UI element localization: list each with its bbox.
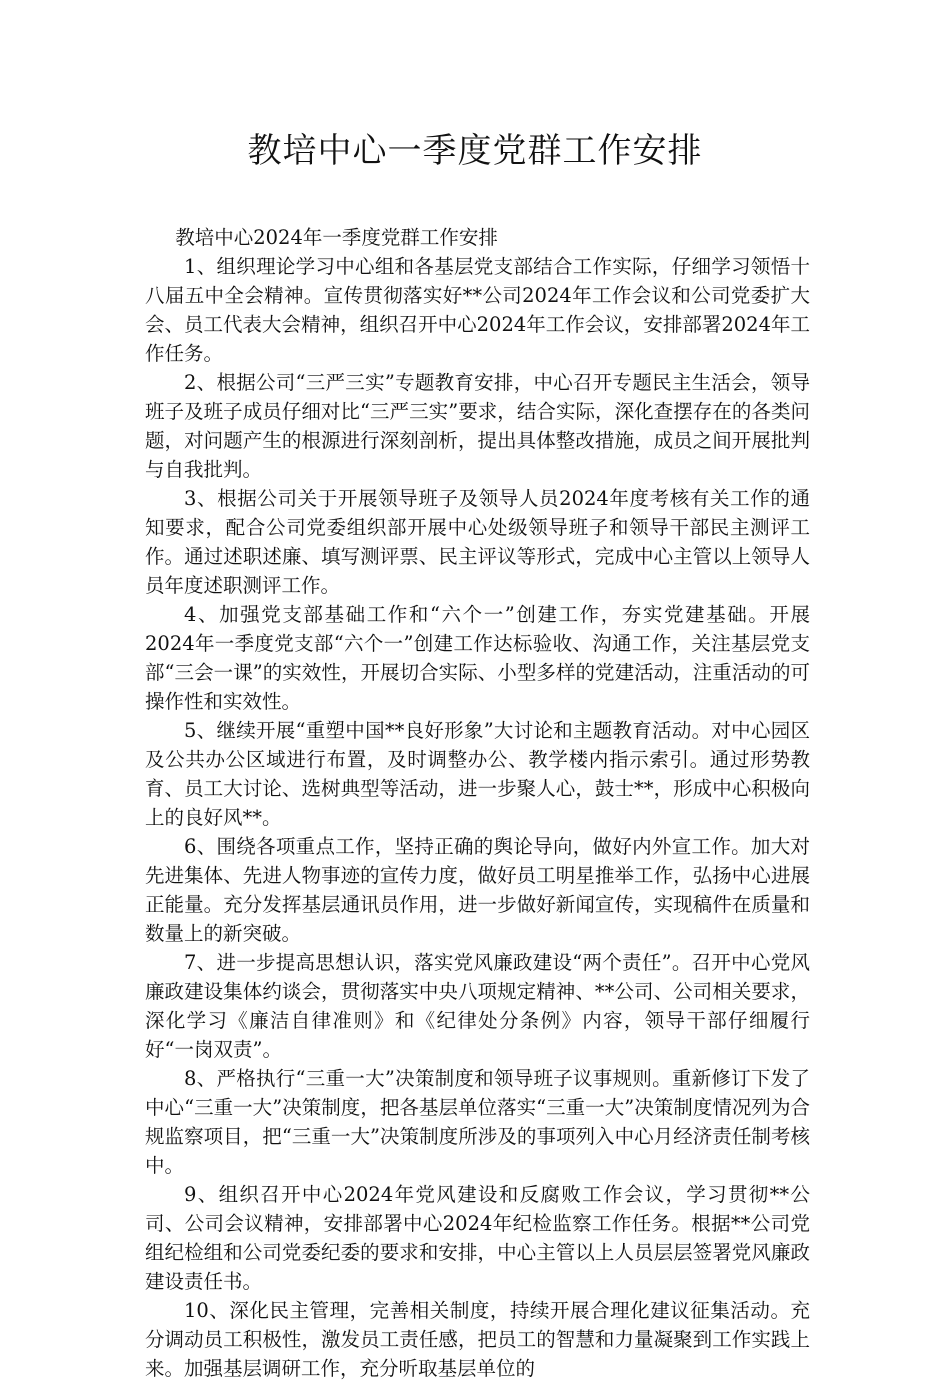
paragraph-9: 9、组织召开中心2024年党风建设和反腐败工作会议，学习贯彻**公司、公司会议精神，安排部署中心2024年纪检监察工作任务。根据**公司党组纪检组和公司党委纪委的要求和安排，中心主管以上人员层层签署党风廉政建设责任书。 xyxy=(145,1183,810,1293)
paragraph-8: 8、严格执行“三重一大”决策制度和领导班子议事规则。重新修订下发了中心“三重一大”决策制度，把各基层单位落实“三重一大”决策制度情况列为合规监察项目，把“三重一大”决策制度所涉及的事项列入中心月经济责任制考核中。 xyxy=(145,1067,810,1177)
page-title: 教培中心一季度党群工作安排 xyxy=(247,131,703,171)
paragraph-7: 7、进一步提高思想认识，落实党风廉政建设“两个责任”。召开中心党风廉政建设集体约谈会，贯彻落实中央八项规定精神、**公司、公司相关要求，深化学习《廉洁自律准则》和《纪律处分条例》内容，领导干部仔细履行好“一岗双责”。 xyxy=(145,951,810,1061)
document-subtitle: 教培中心2024年一季度党群工作安排 xyxy=(175,226,498,249)
paragraph-1: 1、组织理论学习中心组和各基层党支部结合工作实际，仔细学习领悟十八届五中全会精神。宣传贯彻落实好**公司2024年工作会议和公司党委扩大会、员工代表大会精神，组织召开中心2024年工作会议，安排部署2024年工作任务。 xyxy=(145,255,810,365)
paragraph-4: 4、加强党支部基础工作和“六个一”创建工作，夯实党建基础。开展2024年一季度党支部“六个一”创建工作达标验收、沟通工作，关注基层党支部“三会一课”的实效性，开展切合实际、小型多样的党建活动，注重活动的可操作性和实效性。 xyxy=(145,603,810,713)
paragraph-6: 6、围绕各项重点工作，坚持正确的舆论导向，做好内外宣工作。加大对先进集体、先进人物事迹的宣传力度，做好员工明星推举工作，弘扬中心进展正能量。充分发挥基层通讯员作用，进一步做好新闻宣传，实现稿件在质量和数量上的新突破。 xyxy=(145,835,810,945)
paragraph-2: 2、根据公司“三严三实”专题教育安排，中心召开专题民主生活会，领导班子及班子成员仔细对比“三严三实”要求，结合实际，深化查摆存在的各类问题，对问题产生的根源进行深刻剖析，提出具体整改措施，成员之间开展批判与自我批判。 xyxy=(145,371,810,481)
paragraph-5: 5、继续开展“重塑中国**良好形象”大讨论和主题教育活动。对中心园区及公共办公区域进行布置，及时调整办公、教学楼内指示索引。通过形势教育、员工大讨论、选树典型等活动，进一步聚人心，鼓士**，形成中心积极向上的良好风**。 xyxy=(145,719,810,829)
paragraph-3: 3、根据公司关于开展领导班子及领导人员2024年度考核有关工作的通知要求，配合公司党委组织部开展中心处级领导班子和领导干部民主测评工作。通过述职述廉、填写测评票、民主评议等形式，完成中心主管以上领导人员年度述职测评工作。 xyxy=(145,487,810,597)
document-body xyxy=(145,223,810,1383)
paragraph-10: 10、深化民主管理，完善相关制度，持续开展合理化建议征集活动。充分调动员工积极性，激发员工责任感，把员工的智慧和力量凝聚到工作实践上来。加强基层调研工作，充分听取基层单位的 xyxy=(145,1299,810,1380)
